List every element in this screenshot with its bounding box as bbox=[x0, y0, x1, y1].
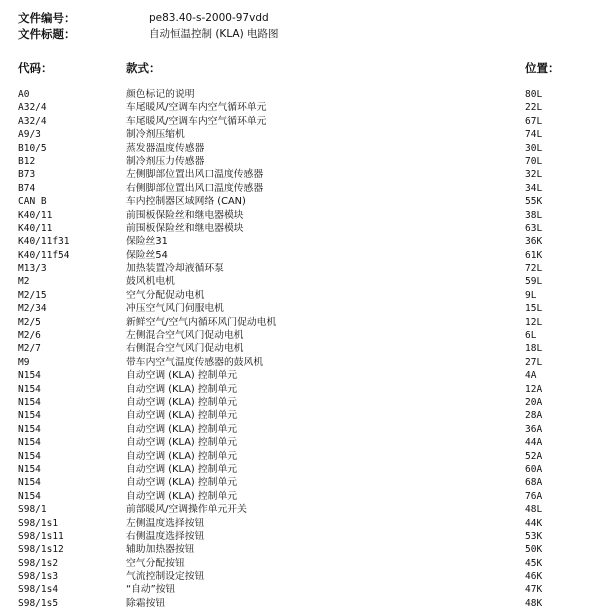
component-position: 55K bbox=[525, 196, 543, 208]
table-row bbox=[0, 249, 608, 262]
component-position: 48L bbox=[525, 504, 543, 516]
table-row bbox=[0, 168, 608, 181]
component-description: 蒸发器温度传感器 bbox=[126, 142, 205, 154]
table-row bbox=[0, 182, 608, 195]
component-position: 12L bbox=[525, 316, 543, 328]
column-header-position: 位置： bbox=[525, 61, 560, 75]
table-row bbox=[0, 316, 608, 329]
component-code: A32/4 bbox=[18, 102, 47, 114]
table-row bbox=[0, 128, 608, 141]
component-position: 6L bbox=[525, 330, 537, 342]
component-code: N154 bbox=[18, 437, 41, 449]
component-position: 63L bbox=[525, 222, 543, 234]
component-description: 辅助加热器按钮 bbox=[126, 544, 195, 556]
component-description: 颜色标记的说明 bbox=[126, 89, 195, 100]
component-code: M2/34 bbox=[18, 303, 47, 315]
component-position: 45K bbox=[525, 557, 543, 569]
component-code: M13/3 bbox=[18, 263, 47, 275]
component-code: A0 bbox=[18, 89, 30, 100]
table-row bbox=[0, 262, 608, 275]
component-position: 27L bbox=[525, 356, 543, 368]
component-code: CAN B bbox=[18, 196, 47, 208]
component-position: 47K bbox=[525, 584, 543, 596]
doc-number-value: pe83.40-s-2000-97vdd bbox=[149, 12, 269, 24]
component-description: 自动空调 (KLA) 控制单元 bbox=[126, 490, 238, 502]
component-position: 20A bbox=[525, 396, 543, 408]
component-code: B12 bbox=[18, 155, 36, 167]
component-table bbox=[0, 88, 608, 610]
table-row bbox=[0, 142, 608, 155]
component-position: 22L bbox=[525, 102, 543, 114]
doc-number-row bbox=[18, 10, 578, 26]
component-code: M2/5 bbox=[18, 316, 41, 328]
component-code: M2/7 bbox=[18, 343, 41, 355]
table-row bbox=[0, 222, 608, 235]
component-code: A9/3 bbox=[18, 129, 41, 141]
doc-number-label: 文件编号： bbox=[18, 11, 76, 25]
component-code: K40/11 bbox=[18, 209, 53, 221]
component-position: 60A bbox=[525, 463, 543, 475]
component-position: 80L bbox=[525, 89, 543, 100]
component-position: 67L bbox=[525, 115, 543, 127]
component-description: 自动空调 (KLA) 控制单元 bbox=[126, 477, 238, 489]
component-description: 自动空调 (KLA) 控制单元 bbox=[126, 437, 238, 449]
component-code: M2 bbox=[18, 276, 30, 288]
table-row bbox=[0, 356, 608, 369]
component-position: 70L bbox=[525, 155, 543, 167]
component-description: 制冷剂压力传感器 bbox=[126, 155, 205, 167]
column-header-description: 款式： bbox=[126, 61, 161, 75]
component-position: 36K bbox=[525, 236, 543, 248]
table-row bbox=[0, 209, 608, 222]
table-row bbox=[0, 396, 608, 409]
component-description: 前围板保险丝和继电器模块 bbox=[126, 222, 244, 234]
component-description: 冲压空气风门伺服电机 bbox=[126, 303, 224, 315]
component-description: 右侧脚部位置出风口温度传感器 bbox=[126, 182, 264, 194]
table-row bbox=[0, 463, 608, 476]
component-description: 制冷剂压缩机 bbox=[126, 129, 185, 141]
component-code: N154 bbox=[18, 477, 41, 489]
table-row bbox=[0, 155, 608, 168]
component-position: 30L bbox=[525, 142, 543, 154]
table-row bbox=[0, 369, 608, 382]
table-row bbox=[0, 289, 608, 302]
component-description: 左侧温度选择按钮 bbox=[126, 517, 205, 529]
component-code: B73 bbox=[18, 169, 36, 181]
component-description: 新鲜空气/空气内循环风门促动电机 bbox=[126, 316, 277, 328]
component-position: 46K bbox=[525, 571, 543, 583]
component-position: 52A bbox=[525, 450, 543, 462]
component-code: K40/11f31 bbox=[18, 236, 70, 248]
doc-title-value: 自动恒温控制 (KLA) 电路图 bbox=[149, 28, 279, 40]
component-position: 28A bbox=[525, 410, 543, 422]
component-description: 左侧混合空气风门促动电机 bbox=[126, 330, 244, 342]
component-code: S98/1s4 bbox=[18, 584, 59, 596]
component-code: M9 bbox=[18, 356, 30, 368]
table-row bbox=[0, 543, 608, 556]
doc-title-row bbox=[18, 26, 578, 42]
component-description: 车尾暖风/空调车内空气循环单元 bbox=[126, 102, 267, 114]
component-code: N154 bbox=[18, 450, 41, 462]
component-description: 车尾暖风/空调车内空气循环单元 bbox=[126, 115, 267, 127]
component-position: 48K bbox=[525, 597, 543, 609]
component-position: 12A bbox=[525, 383, 543, 395]
component-code: S98/1s11 bbox=[18, 530, 64, 542]
component-code: N154 bbox=[18, 463, 41, 475]
table-row bbox=[0, 329, 608, 342]
component-description: 带车内空气温度传感器的鼓风机 bbox=[126, 356, 264, 368]
component-code: N154 bbox=[18, 383, 41, 395]
table-row bbox=[0, 490, 608, 503]
component-code: N154 bbox=[18, 396, 41, 408]
component-description: 空气分配按钮 bbox=[126, 557, 185, 569]
component-description: 自动空调 (KLA) 控制单元 bbox=[126, 450, 238, 462]
column-header-code: 代码： bbox=[18, 61, 53, 75]
document-meta bbox=[18, 10, 578, 42]
table-row bbox=[0, 101, 608, 114]
component-code: M2/15 bbox=[18, 289, 47, 301]
component-description: 自动空调 (KLA) 控制单元 bbox=[126, 383, 238, 395]
component-code: M2/6 bbox=[18, 330, 41, 342]
component-code: K40/11f54 bbox=[18, 249, 70, 261]
component-position: 34L bbox=[525, 182, 543, 194]
component-description: 加热装置冷却液循环泵 bbox=[126, 263, 224, 275]
table-row bbox=[0, 583, 608, 596]
table-row bbox=[0, 450, 608, 463]
component-code: S98/1s5 bbox=[18, 597, 59, 609]
component-position: 4A bbox=[525, 370, 537, 382]
component-description: 自动空调 (KLA) 控制单元 bbox=[126, 410, 238, 422]
component-position: 61K bbox=[525, 249, 543, 261]
component-position: 72L bbox=[525, 263, 543, 275]
component-description: 自动空调 (KLA) 控制单元 bbox=[126, 463, 238, 475]
component-code: N154 bbox=[18, 370, 41, 382]
component-description: 鼓风机电机 bbox=[126, 276, 175, 288]
component-position: 32L bbox=[525, 169, 543, 181]
component-position: 36A bbox=[525, 423, 543, 435]
table-row bbox=[0, 597, 608, 610]
component-position: 50K bbox=[525, 544, 543, 556]
component-position: 44K bbox=[525, 517, 543, 529]
component-description: 前围板保险丝和继电器模块 bbox=[126, 209, 244, 221]
component-code: S98/1s3 bbox=[18, 571, 59, 583]
table-row bbox=[0, 88, 608, 101]
table-row bbox=[0, 423, 608, 436]
table-row bbox=[0, 409, 608, 422]
component-position: 18L bbox=[525, 343, 543, 355]
table-row bbox=[0, 503, 608, 516]
component-description: 自动空调 (KLA) 控制单元 bbox=[126, 370, 238, 382]
table-row bbox=[0, 476, 608, 489]
table-row bbox=[0, 115, 608, 128]
table-row bbox=[0, 275, 608, 288]
doc-title-label: 文件标题： bbox=[18, 27, 76, 41]
table-row bbox=[0, 342, 608, 355]
component-description: 自动空调 (KLA) 控制单元 bbox=[126, 396, 238, 408]
component-description: “自动”按钮 bbox=[126, 584, 176, 596]
component-position: 59L bbox=[525, 276, 543, 288]
component-position: 15L bbox=[525, 303, 543, 315]
component-code: B74 bbox=[18, 182, 36, 194]
table-header bbox=[0, 60, 608, 76]
table-row bbox=[0, 557, 608, 570]
component-position: 74L bbox=[525, 129, 543, 141]
table-row bbox=[0, 195, 608, 208]
component-code: A32/4 bbox=[18, 115, 47, 127]
component-description: 自动空调 (KLA) 控制单元 bbox=[126, 423, 238, 435]
component-code: S98/1s12 bbox=[18, 544, 64, 556]
table-row bbox=[0, 517, 608, 530]
table-row bbox=[0, 383, 608, 396]
component-description: 右侧温度选择按钮 bbox=[126, 530, 205, 542]
component-code: N154 bbox=[18, 490, 41, 502]
component-description: 前部暖风/空调操作单元开关 bbox=[126, 504, 247, 516]
component-code: N154 bbox=[18, 423, 41, 435]
component-description: 除霜按钮 bbox=[126, 597, 166, 609]
component-position: 76A bbox=[525, 490, 543, 502]
component-code: S98/1 bbox=[18, 504, 47, 516]
table-row bbox=[0, 436, 608, 449]
table-row bbox=[0, 302, 608, 315]
component-code: S98/1s1 bbox=[18, 517, 59, 529]
component-description: 保险丝31 bbox=[126, 236, 168, 248]
component-code: B10/5 bbox=[18, 142, 47, 154]
component-description: 保险丝54 bbox=[126, 249, 168, 261]
component-position: 38L bbox=[525, 209, 543, 221]
component-code: K40/11 bbox=[18, 222, 53, 234]
component-position: 53K bbox=[525, 530, 543, 542]
component-position: 44A bbox=[525, 437, 543, 449]
component-description: 右侧混合空气风门促动电机 bbox=[126, 343, 244, 355]
table-row bbox=[0, 530, 608, 543]
component-code: S98/1s2 bbox=[18, 557, 59, 569]
component-description: 空气分配促动电机 bbox=[126, 289, 205, 301]
component-code: N154 bbox=[18, 410, 41, 422]
component-description: 气流控制设定按钮 bbox=[126, 571, 205, 583]
table-row bbox=[0, 235, 608, 248]
table-row bbox=[0, 570, 608, 583]
component-position: 9L bbox=[525, 289, 537, 301]
component-description: 车内控制器区域网络 (CAN) bbox=[126, 196, 246, 208]
component-position: 68A bbox=[525, 477, 543, 489]
component-description: 左侧脚部位置出风口温度传感器 bbox=[126, 169, 264, 181]
